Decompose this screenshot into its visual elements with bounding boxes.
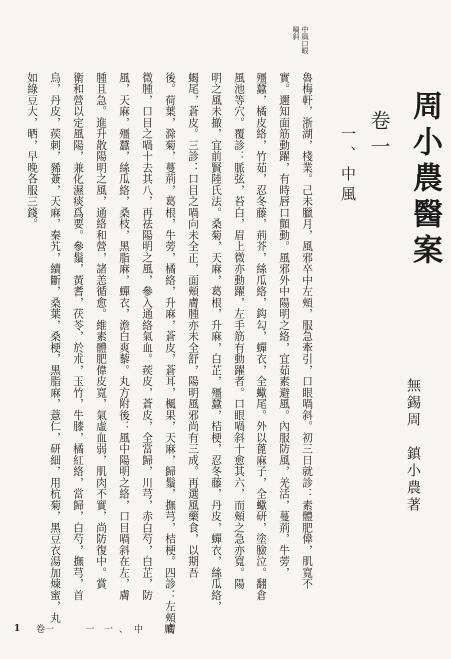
- body-column: 風，天麻，殭蠶，絲瓜絡，桑枝，黑脂麻，蟬衣，澹白爽藜。丸方附後：風中陽明之絡，口目喎斜在左，膚: [118, 72, 130, 601]
- page-footer: [14, 622, 194, 635]
- footer-section: 一、中 風: [104, 625, 180, 635]
- footer-volume: 卷一: [36, 625, 55, 635]
- page-number: 1: [14, 623, 21, 634]
- section-heading: 一、中風: [339, 126, 357, 206]
- body-column: 風池等穴。覆診：脈弦，苔白，眉上微亦動躍，左手筋有動躍者。口眼喎斜十愈其六，而頰之急亦寬。陽: [233, 72, 245, 590]
- body-column: 魯梅軒，浙湖，棧業。己未臘月，風邪卒中左頰，服急牽引，口眼喎斜。初三日就診：素體肥偉，肌寬不: [301, 72, 313, 590]
- body-column: 如綠豆大，晒，早晚各服三錢。: [26, 72, 38, 230]
- author-line: 無錫周 鎮小農著: [405, 378, 421, 514]
- header-note-line: 喎斜: [292, 26, 300, 40]
- body-column: 衛和營以定風陽，兼化濕痰爲要。參鬚，黃耆，茯苓，於朮，玉竹，牛膝，橘紅絡，當歸，白芍，撫芎，首: [72, 72, 84, 601]
- volume-heading: 卷一: [367, 110, 391, 162]
- body-column: 殭蠶，橘皮絡，竹茹，忍冬藤，荊芥，絲瓜絡，鈎勾，蟬衣，全蠍尾。外以蓖麻子，全蠍研，塗臉泣。翻倉: [255, 72, 267, 601]
- body-column: 後。荷葉，滁菊，蔓荊，葛根，牛蒡，橘絡，升麻，蒼皮，蒼耳，楓果，天麻，歸鬚，撫芎，桔梗。四診：左頰膚: [164, 72, 176, 635]
- book-title: 周小農醫案: [407, 90, 442, 270]
- body-column: 腫且急。進升散陽明之風，通絡和營，諸恙循愈。維素體肥偉皮寬，氣虛血弱，肌肉不實，尚防復中。賞: [95, 72, 107, 590]
- body-column: 微腫，口目之喎十去其八，再祛陽明之風，參入通絡氣血。蒺皮，蒼皮，全當歸，川芎，赤白芍，白芷，防: [141, 72, 153, 601]
- body-column: 蝎尾，蒼皮。三診：口目之喎向未全正，面頰膚腫亦未全舒，陽明風邪尚有三成。再選風藥食，以期吾: [187, 72, 199, 579]
- body-column: 烏，丹皮，蒺刺，豨薟，天麻，秦艽，續斷，桑葉，桑梗，黑脂麻，薏仁，研細，用杭菊，黑豆衣湯加煉蜜，丸: [49, 72, 61, 624]
- body-column: 明之風未撤，宜前賢陸氏法。桑菊，天麻，葛根，升麻，白芷，殭蠶，桔梗，忍冬藤，丹皮，蟬衣，絲瓜絡，: [210, 72, 222, 612]
- footer-dash: 一: [85, 625, 95, 635]
- header-note-line: 中風口眼: [301, 26, 309, 54]
- body-column: 實。邇知面筋動躍，有時唇口顫動。風邪外中陽明之絡，宜茹素避風。內服防風，羌活，蔓荊，牛蒡，: [278, 72, 290, 579]
